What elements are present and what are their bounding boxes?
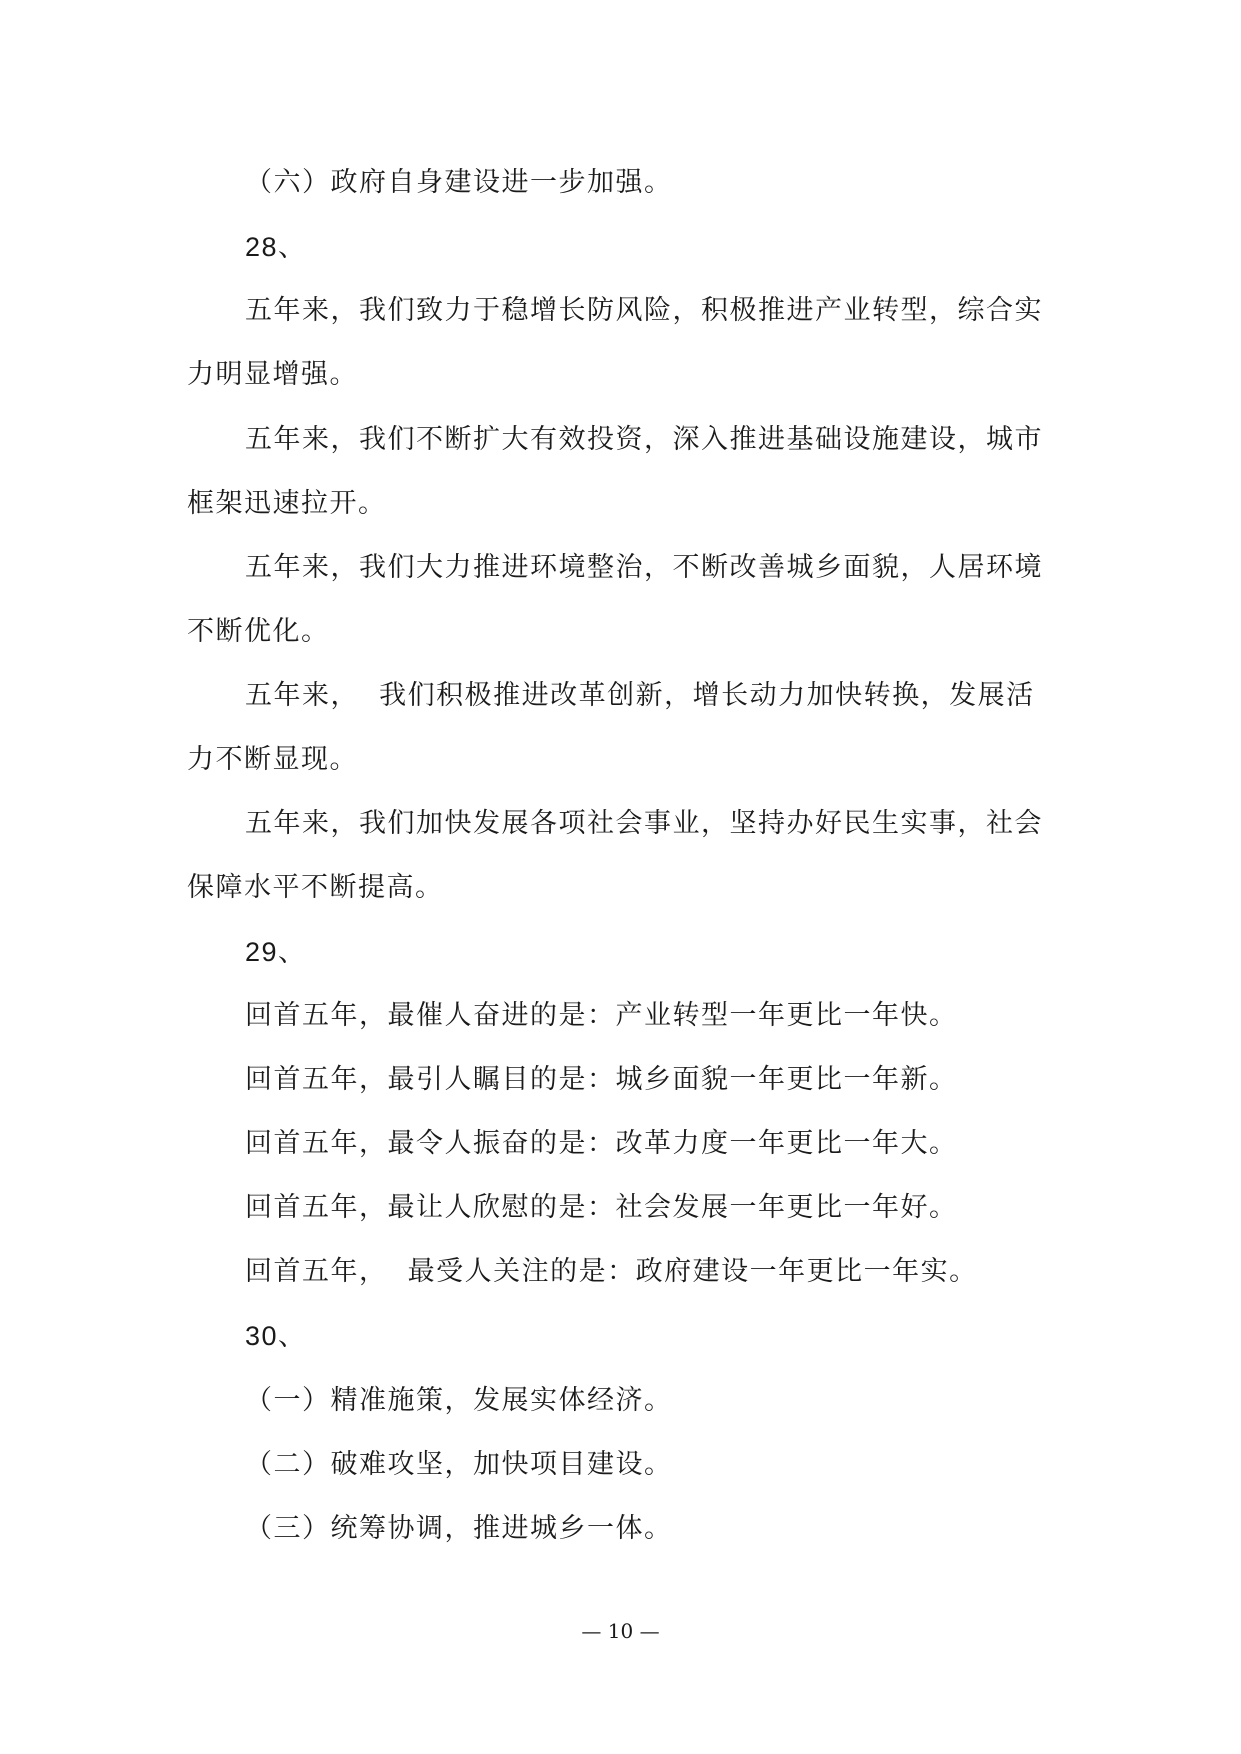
paragraph-line: 力明显增强。: [187, 359, 358, 390]
page-number: — 10 —: [581, 1619, 660, 1643]
paragraph-line: 回首五年，最让人欣慰的是：社会发展一年更比一年好。: [245, 1192, 958, 1223]
paragraph-line: 五年来，我们大力推进环境整治，不断改善城乡面貌，人居环境: [245, 552, 1043, 583]
paragraph-line: 回首五年，最引人瞩目的是：城乡面貌一年更比一年新。: [245, 1064, 958, 1095]
paragraph-line: 框架迅速拉开。: [187, 488, 387, 519]
section-heading-6: （六）政府自身建设进一步加强。: [245, 167, 673, 198]
paragraph-line: 回首五年，最令人振奋的是：改革力度一年更比一年大。: [245, 1128, 958, 1159]
paragraph-line: 保障水平不断提高。: [187, 872, 444, 903]
paragraph-line: 力不断显现。: [187, 744, 358, 775]
item-number-28: 28、: [245, 232, 307, 262]
paragraph-line: 不断优化。: [187, 616, 330, 647]
paragraph-line: 五年来，我们加快发展各项社会事业，坚持办好民生实事，社会: [245, 808, 1043, 839]
paragraph-line: 回首五年， 最受人关注的是：政府建设一年更比一年实。: [245, 1256, 978, 1287]
paragraph-line: 回首五年，最催人奋进的是：产业转型一年更比一年快。: [245, 1000, 958, 1031]
section-heading-2: （二）破难攻坚，加快项目建设。: [245, 1449, 673, 1480]
paragraph-line: 五年来，我们致力于稳增长防风险，积极推进产业转型，综合实: [245, 295, 1043, 326]
item-number-29: 29、: [245, 937, 307, 967]
section-heading-1: （一）精准施策，发展实体经济。: [245, 1385, 673, 1416]
paragraph-line: 五年来，我们不断扩大有效投资，深入推进基础设施建设，城市: [245, 424, 1043, 455]
paragraph-line: 五年来， 我们积极推进改革创新，增长动力加快转换，发展活: [245, 680, 1035, 711]
section-heading-3: （三）统筹协调，推进城乡一体。: [245, 1513, 673, 1544]
item-number-30: 30、: [245, 1321, 307, 1351]
